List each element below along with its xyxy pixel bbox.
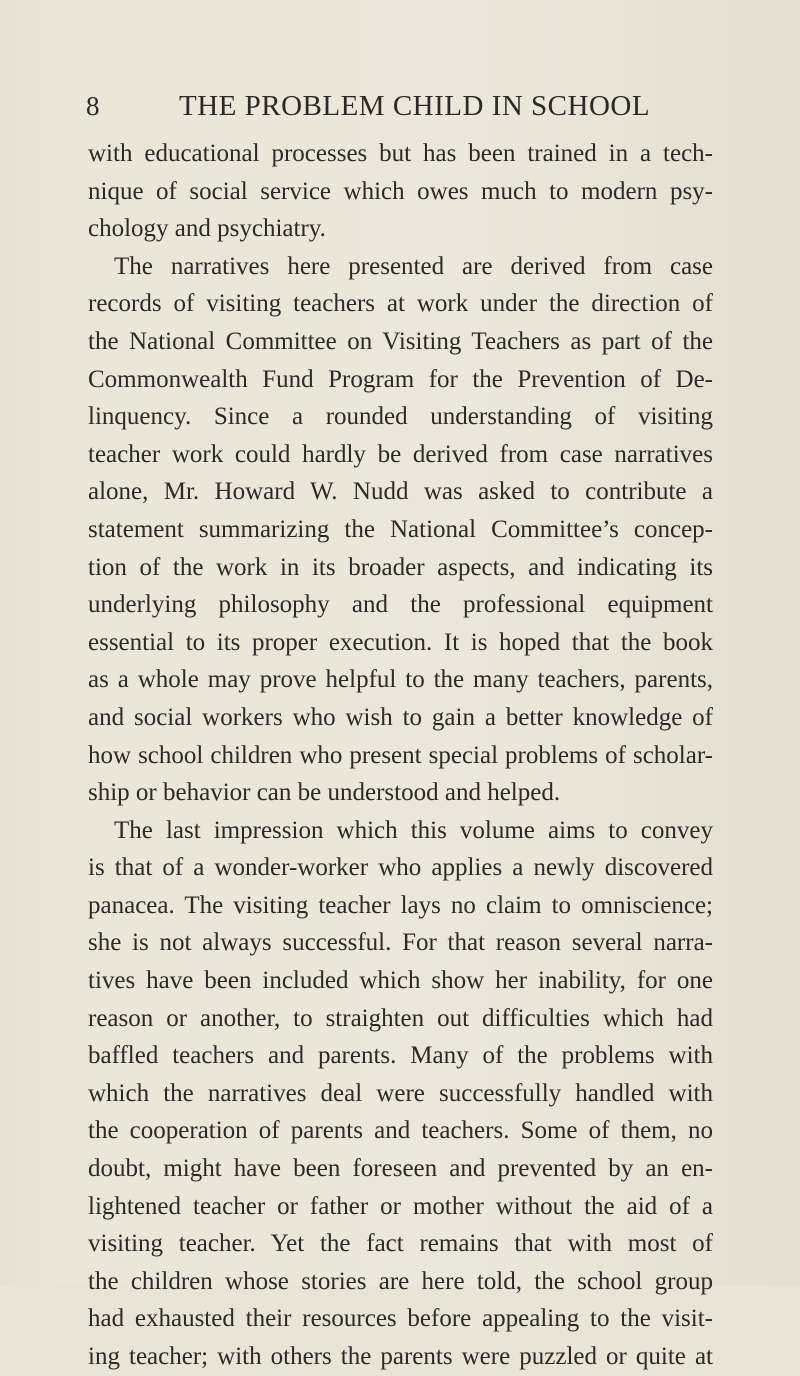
body-text — [88, 135, 713, 1376]
text-line: doubt, might have been foreseen and prevented by an en- — [88, 1155, 713, 1183]
text-line: essential to its proper execution. It is hoped that the book — [88, 628, 713, 656]
text-line: records of visiting teachers at work under the direction of — [88, 290, 713, 318]
text-line: linquency. Since a rounded understanding of visiting — [88, 403, 713, 431]
running-head: THE PROBLEM CHILD IN SCHOOL — [179, 90, 651, 122]
page-number: 8 — [86, 91, 100, 121]
text-line: how school children who present special problems of scholar- — [88, 741, 713, 769]
text-line: is that of a wonder-worker who applies a newly discovered — [88, 854, 713, 882]
text-line: the cooperation of parents and teachers. Some of them, no — [88, 1117, 713, 1145]
text-line: underlying philosophy and the professional equipment — [88, 591, 713, 619]
text-line: which the narratives deal were successfully handled with — [88, 1079, 713, 1107]
text-line: ship or behavior can be understood and helped. — [88, 779, 561, 807]
text-line: Commonwealth Fund Program for the Prevention of De- — [88, 365, 713, 393]
text-line: lightened teacher or father or mother without the aid of a — [88, 1192, 713, 1220]
text-line: nique of social service which owes much to modern psy- — [88, 177, 713, 205]
text-line: she is not always successful. For that reason several narra- — [88, 929, 713, 957]
text-line: chology and psychiatry. — [88, 215, 326, 243]
text-line: had exhausted their resources before appealing to the visit- — [88, 1305, 713, 1333]
text-line: alone, Mr. Howard W. Nudd was asked to contribute a — [88, 478, 713, 506]
text-line: the children whose stories are here told, the school group — [88, 1267, 713, 1295]
text-line: statement summarizing the National Committee’s concep- — [88, 515, 713, 543]
text-line: as a whole may prove helpful to the many teachers, parents, — [88, 666, 713, 694]
text-line: baffled teachers and parents. Many of the problems with — [88, 1042, 713, 1070]
text-line: and social workers who wish to gain a better knowledge of — [88, 703, 713, 731]
text-line: with educational processes but has been trained in a tech- — [88, 140, 713, 167]
text-line: tion of the work in its broader aspects, and indicating its — [88, 553, 713, 581]
text-line: ing teacher; with others the parents were puzzled or quite at — [88, 1343, 713, 1370]
page-header — [86, 86, 714, 126]
text-line: the National Committee on Visiting Teachers as part of the — [88, 327, 713, 355]
text-line: visiting teacher. Yet the fact remains that with most of — [88, 1230, 713, 1258]
text-line: teacher work could hardly be derived from case narratives — [88, 440, 713, 468]
text-line: The last impression which this volume aims to convey — [114, 816, 713, 844]
text-line: panacea. The visiting teacher lays no claim to omniscience; — [88, 891, 713, 919]
text-line: tives have been included which show her inability, for one — [88, 967, 713, 995]
text-line: reason or another, to straighten out difficulties which had — [88, 1004, 713, 1032]
text-line: The narratives here presented are derived from case — [114, 252, 713, 280]
